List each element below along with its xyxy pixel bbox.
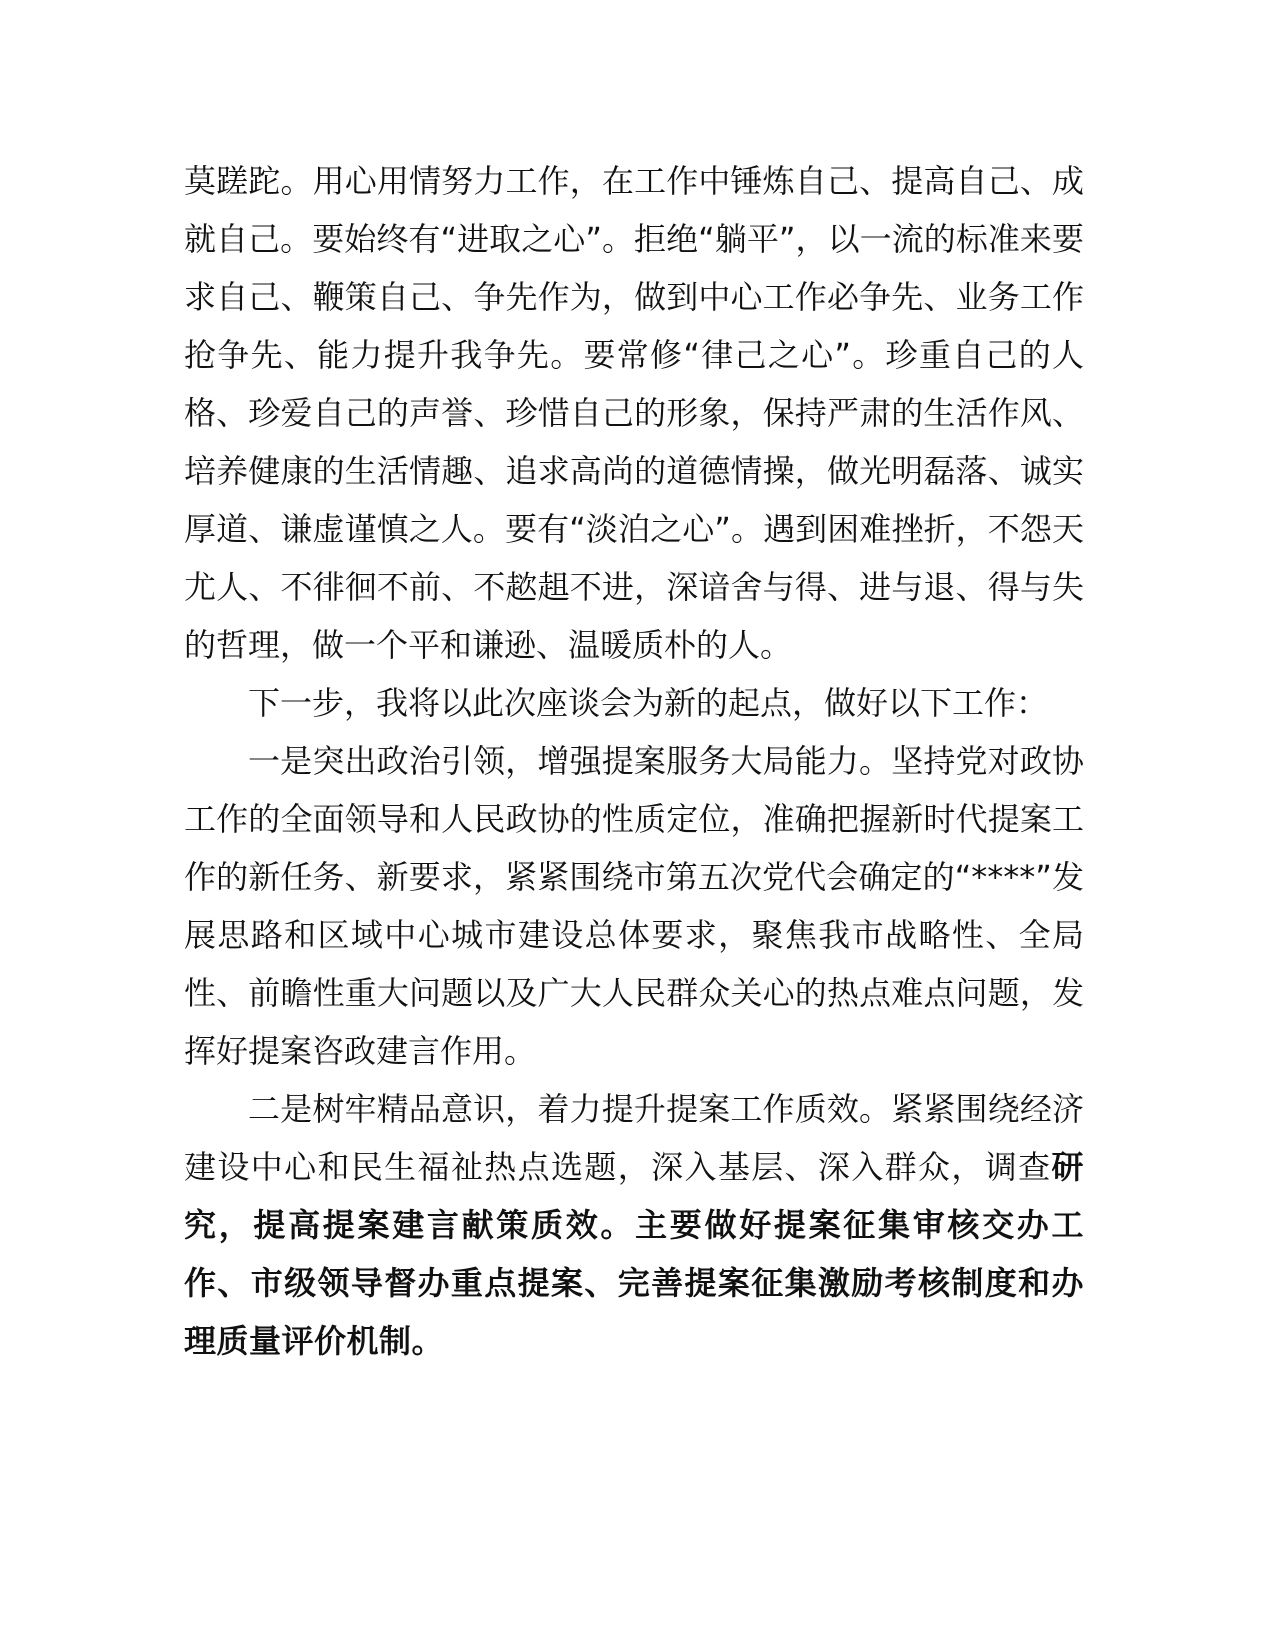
paragraph-item-one: 一是突出政治引领，增强提案服务大局能力。坚持党对政协工作的全面领导和人民政协的性质定位，准确把握新时代提案工作的新任务、新要求，紧紧围绕市第五次党代会确定的“****”发展思路和区域中心城市建设总体要求，聚焦我市战略性、全局性、前瞻性重大问题以及广大人民群众关心的热点难点问题，发挥好提案咨政建言作用。 — [184, 742, 1084, 1070]
document-body — [184, 152, 1084, 1370]
paragraph-continuation: 莫蹉跎。用心用情努力工作，在工作中锤炼自己、提高自己、成就自己。要始终有“进取之心”。拒绝“躺平”，以一流的标准来要求自己、鞭策自己、争先作为，做到中心工作必争先、业务工作抢争先、能力提升我争先。要常修“律己之心”。珍重自己的人格、珍爱自己的声誉、珍惜自己的形象，保持严肃的生活作风、培养健康的生活情趣、追求高尚的道德情操，做光明磊落、诚实厚道、谦虚谨慎之人。要有“淡泊之心”。遇到困难挫折，不怨天尤人、不徘徊不前、不趑趄不进，深谙舍与得、进与退、得与失的哲理，做一个平和谦逊、温暖质朴的人。 — [184, 162, 1084, 664]
paragraph-item-two — [184, 1080, 1084, 1370]
paragraph-item-two-part2: 研究，提高提案建言献策质效。主要做好提案征集审核交办工作、市级领导督办重点提案、完善提案征集激励考核制度和办理质量评价机制。 — [184, 1148, 1084, 1360]
paragraph-item-two-part1: 二是树牢精品意识，着力提升提案工作质效。紧紧围绕经济建设中心和民生福祉热点选题，深入基层、深入群众，调查 — [184, 1090, 1084, 1186]
paragraph-next-steps-intro: 下一步，我将以此次座谈会为新的起点，做好以下工作： — [248, 684, 1049, 722]
